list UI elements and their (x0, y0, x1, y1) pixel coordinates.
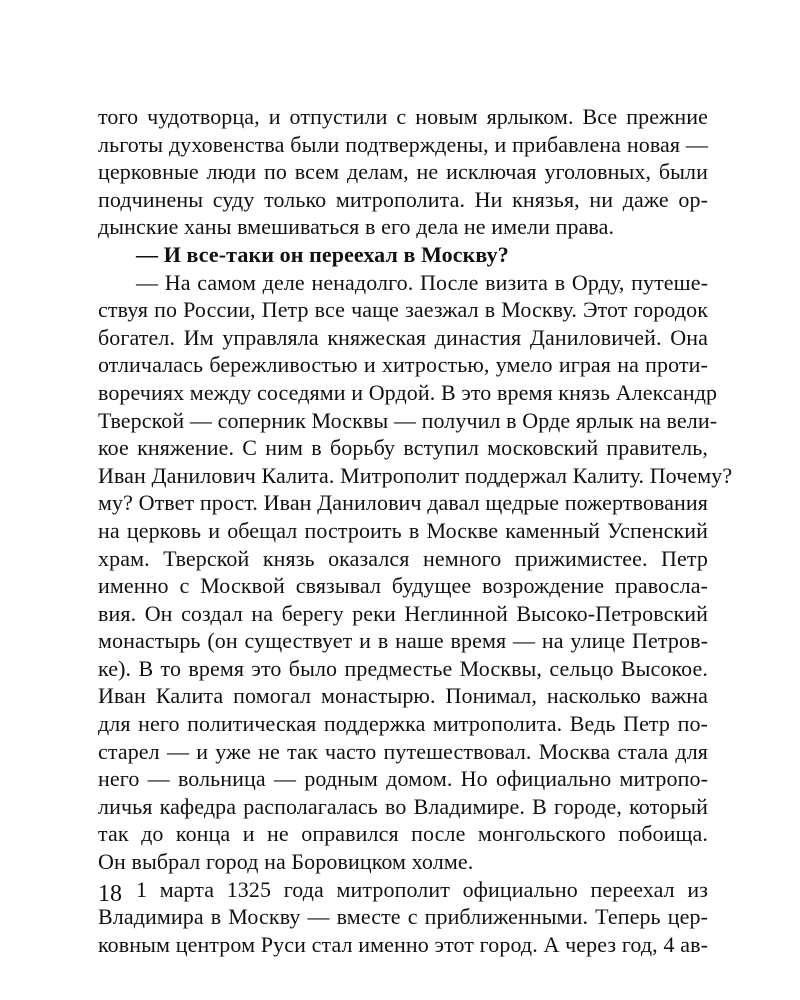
text-line: так до конца и не оправился после монгольского побоища. (98, 821, 708, 847)
text-line: монастырь (он существует и в наше время — на улице Петров- (98, 628, 708, 654)
text-line: на церковь и обещал построить в Москве каменный Успенский (98, 517, 708, 543)
page-number: 18 (98, 881, 122, 907)
text-line: церковные люди по всем делам, не исключая уголовных, были (98, 159, 708, 185)
text-line: кое княжение. С ним в борьбу вступил московский правитель, (98, 435, 708, 461)
text-line: воречиях между соседями и Ордой. В это время князь Александр (98, 379, 718, 405)
text-line: 1 марта 1325 года митрополит официально переехал из (136, 876, 708, 902)
text-line: отличалась бережливостью и хитростью, умело играя на проти- (98, 352, 708, 378)
text-line: храм. Тверской князь оказался немного прижимистее. Петр (98, 545, 708, 571)
text-line: вия. Он создал на берегу реки Неглинной Высоко-Петровский (98, 600, 708, 626)
text-line: Владимира в Москву — вместе с приближенными. Теперь цер- (98, 904, 708, 930)
text-line: — На самом деле ненадолго. После визита в Орду, путеше- (136, 269, 708, 295)
text-line: для него политическая поддержка митрополита. Ведь Петр по- (98, 711, 708, 737)
paragraph-3 (98, 269, 733, 876)
page-body (98, 103, 733, 958)
text-line: му? Ответ прост. Иван Данилович давал щедрые пожертвования (98, 490, 708, 516)
text-line: Тверской — соперник Москвы — получил в Орде ярлык на вели- (98, 407, 718, 433)
text-line: Иван Данилович Калита. Митрополит поддержал Калиту. Почему? (98, 462, 733, 488)
question-paragraph (98, 241, 708, 269)
text-line: старел — и уже не так часто путешествовал. Москва стала для (98, 738, 708, 764)
text-line: именно с Москвой связывал будущее возрождение правосла- (98, 573, 708, 599)
text-line: дынские ханы вмешиваться в его дела не имели права. (98, 214, 615, 240)
text-line: того чудотворца, и отпустили с новым ярлыком. Все прежние (98, 104, 708, 129)
text-line: ствуя по России, Петр все чаще заезжал в Москву. Этот городок (98, 297, 708, 323)
text-line: льготы духовенства были подтверждены, и прибавлена новая — (98, 131, 708, 157)
text-line: личья кафедра располагалась во Владимире. В городе, который (98, 793, 708, 819)
text-line: него — вольница — родным домом. Но официально митропо- (98, 766, 708, 792)
text-line: ковным центром Руси стал именно этот город. А через год, 4 ав- (98, 931, 708, 957)
paragraph-4 (98, 876, 708, 959)
question-line: — И все-таки он переехал в Москву? (136, 241, 509, 267)
text-line: ке). В то время это было предместье Москвы, сельцо Высокое. (98, 655, 708, 681)
text-line: подчинены суду только митрополита. Ни князья, ни даже ор- (98, 186, 708, 212)
text-line: Он выбрал город на Боровицком холме. (98, 849, 474, 875)
text-line: богател. Им управляла княжеская династия Даниловичей. Она (98, 324, 708, 350)
text-line: Иван Калита помогал монастырю. Понимал, насколько важна (98, 683, 708, 709)
paragraph-1 (98, 103, 708, 241)
